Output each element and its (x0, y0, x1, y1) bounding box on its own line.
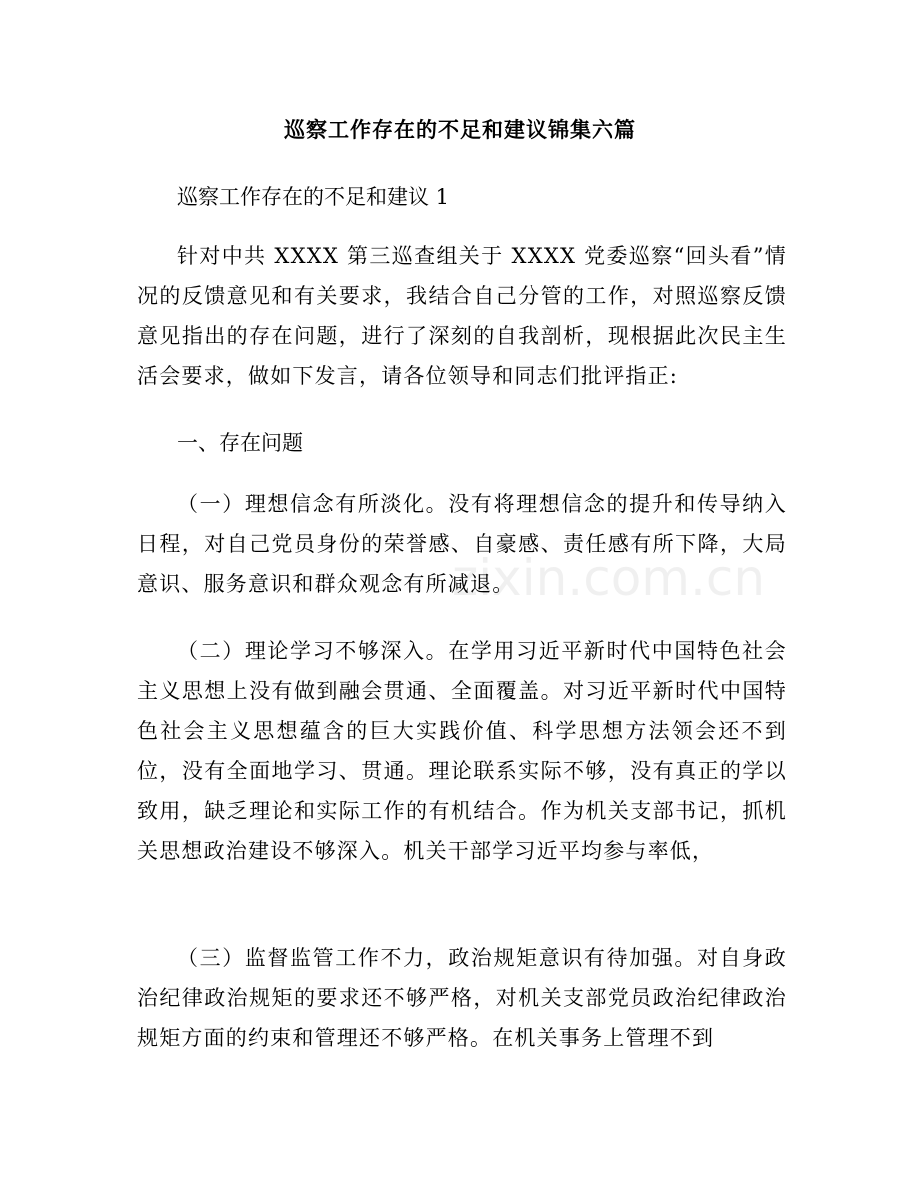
document-subtitle: 巡察工作存在的不足和建议 1 (177, 185, 450, 209)
item-3-paragraph: （三）监督监管工作不力，政治规矩意识有待加强。对自身政治纪律政治规矩的要求还不够严格，对机关支部党员政治纪律政治规矩方面的约束和管理还不够严格。在机关事务上管理不到 (137, 946, 787, 1050)
document-title: 巡察工作存在的不足和建议锦集六篇 (284, 118, 636, 142)
watermark-text: zixin.com.cn (452, 549, 766, 607)
item-1-paragraph: （一）理想信念有所淡化。没有将理想信念的提升和传导纳入日程，对自己党员身份的荣誉感、自豪感、责任感有所下降，大局意识、服务意识和群众观念有所减退。 (137, 492, 787, 596)
intro-paragraph: 针对中共 XXXX 第三巡查组关于 XXXX 党委巡察“回头看”情况的反馈意见和有关要求，我结合自己分管的工作，对照巡察反馈意见指出的存在问题，进行了深刻的自我剖析，现根据此次民主生活会要求，做如下发言，请各位领导和同志们批评指正: (137, 244, 787, 388)
section-heading: 一、存在问题 (177, 431, 303, 455)
item-2-paragraph: （二）理论学习不够深入。在学用习近平新时代中国特色社会主义思想上没有做到融会贯通、全面覆盖。对习近平新时代中国特色社会主义思想蕴含的巨大实践价值、科学思想方法领会还不到位，没有全面地学习、贯通。理论联系实际不够，没有真正的学以致用，缺乏理论和实际工作的有机结合。作为机关支部书记，抓机关思想政治建设不够深入。机关干部学习近平均参与率低， (137, 639, 787, 863)
